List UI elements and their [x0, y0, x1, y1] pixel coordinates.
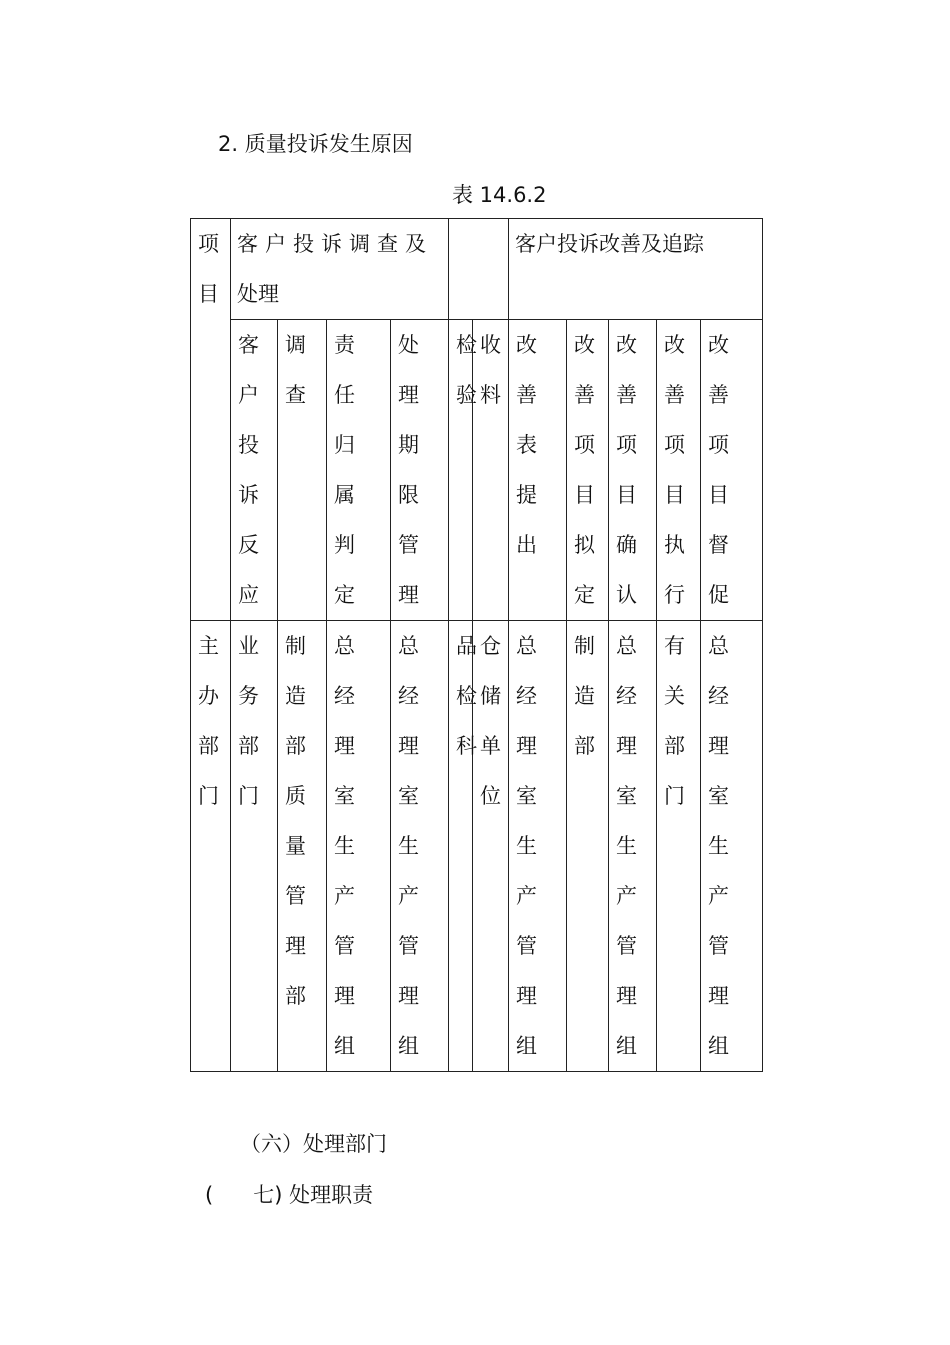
- column-header: 改善项目拟定: [574, 333, 595, 607]
- department-row: [191, 621, 763, 1072]
- column-header: 改善表提出: [516, 333, 537, 557]
- department-cell: [327, 621, 391, 1072]
- department-cell: [509, 621, 567, 1072]
- column-header: 收料: [480, 333, 501, 407]
- column-header: 处理期限管理: [398, 333, 419, 607]
- department-cell: [657, 621, 701, 1072]
- empty-header-cell: [449, 219, 509, 320]
- column-header: 检验: [456, 333, 477, 407]
- department-name: 总经理室生产管理组: [398, 634, 419, 1058]
- section-six-title: （六）处理部门: [240, 1132, 387, 1156]
- dept-label-cell: [191, 621, 231, 1072]
- column-header-cell: [509, 320, 567, 621]
- section-seven-title: ( 七) 处理职责: [205, 1183, 374, 1207]
- item-header-cell: [191, 219, 231, 621]
- department-cell: [701, 621, 763, 1072]
- department-cell: [609, 621, 657, 1072]
- department-cell: [278, 621, 327, 1072]
- department-name: 有关部门: [664, 634, 685, 808]
- column-header-cell: [473, 320, 509, 621]
- department-name: 制造部质量管理部: [285, 634, 306, 1008]
- department-name: 总经理室生产管理组: [334, 634, 355, 1058]
- department-name: 制造部: [574, 634, 595, 758]
- column-header: 客户投诉反应: [238, 333, 259, 607]
- department-name: 总经理室生产管理组: [708, 634, 729, 1058]
- column-header-cell: [327, 320, 391, 621]
- column-header: 改善项目确认: [616, 333, 637, 607]
- column-header-cell: [657, 320, 701, 621]
- column-header-cell: [701, 320, 763, 621]
- column-header: 改善项目督促: [708, 333, 729, 607]
- department-cell: [473, 621, 509, 1072]
- column-header-cell: [567, 320, 609, 621]
- department-cell: [231, 621, 278, 1072]
- column-header-cell: [391, 320, 449, 621]
- responsibility-table: [190, 218, 763, 1072]
- column-header: 调查: [285, 333, 306, 407]
- column-header-row: [191, 320, 763, 621]
- department-name: 仓储单位: [480, 634, 501, 808]
- column-header: 改善项目执行: [664, 333, 685, 607]
- column-header-cell: [278, 320, 327, 621]
- table-caption: 表 14.6.2: [452, 183, 547, 207]
- investigation-group-line2: 处理: [237, 282, 279, 306]
- department-cell: [391, 621, 449, 1072]
- section-heading: 2. 质量投诉发生原因: [218, 132, 413, 156]
- improvement-group-header: [509, 219, 763, 320]
- improvement-group-label: 客户投诉改善及追踪: [515, 232, 704, 256]
- department-name: 品检科: [456, 634, 477, 758]
- department-name: 业务部门: [238, 634, 259, 808]
- department-name: 总经理室生产管理组: [616, 634, 637, 1058]
- item-header: 项目: [198, 232, 219, 306]
- department-cell: [567, 621, 609, 1072]
- dept-label: 主办部门: [198, 634, 219, 808]
- investigation-group-header: [231, 219, 449, 320]
- column-header-cell: [609, 320, 657, 621]
- column-header-cell: [231, 320, 278, 621]
- column-header: 责任归属判定: [334, 333, 355, 607]
- investigation-group-line1: 客户投诉调查及: [237, 232, 433, 256]
- department-cell: [449, 621, 477, 1072]
- column-header-cell: [449, 320, 477, 621]
- department-name: 总经理室生产管理组: [516, 634, 537, 1058]
